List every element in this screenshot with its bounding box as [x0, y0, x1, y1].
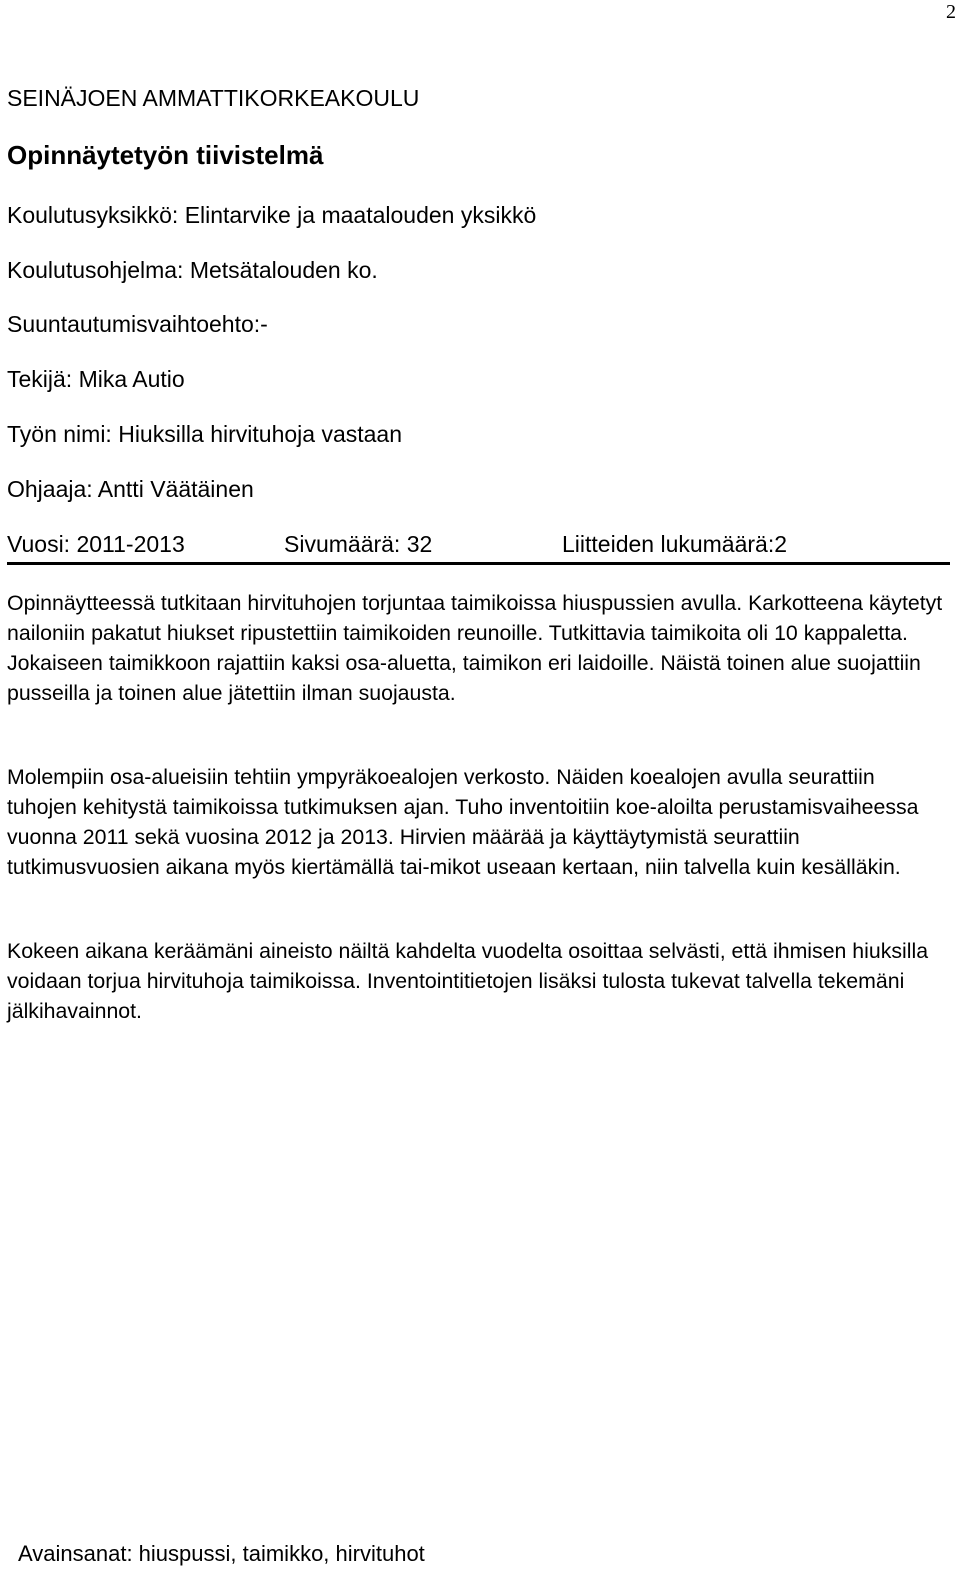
meta-liitteet: Liitteiden lukumäärä:2: [562, 531, 788, 557]
school-name: SEINÄJOEN AMMATTIKORKEAKOULU: [7, 85, 420, 111]
divider-rule: [7, 562, 950, 565]
abstract-paragraph-1: Opinnäytteessä tutkitaan hirvituhojen torjuntaa taimikoissa hiuspussien avulla. Karkotteena käytetyt nailoniin pakatut hiukset ripustettiin taimikoiden reunoille. Tutkittavia taimikoita oli 10 kappaletta. Jokaiseen taimikkoon rajattiin kaksi osa-aluetta, taimikon eri laidoille. Näistä toinen alue suojattiin pusseilla ja toinen alue jätettiin ilman suojausta.: [7, 591, 943, 705]
field-tyon-nimi: Työn nimi: Hiuksilla hirvituhoja vastaan: [7, 421, 403, 447]
keywords: Avainsanat: hiuspussi, taimikko, hirvituhot: [18, 1541, 425, 1566]
field-suuntautumisvaihtoehto: Suuntautumisvaihtoehto:-: [7, 311, 268, 337]
meta-sivumaara: Sivumäärä: 32: [284, 531, 433, 557]
page-title: Opinnäytetyön tiivistelmä: [7, 140, 324, 170]
page-number: 2: [946, 1, 956, 23]
field-tekija: Tekijä: Mika Autio: [7, 366, 185, 392]
meta-vuosi: Vuosi: 2011-2013: [7, 531, 185, 557]
field-koulutusyksikko: Koulutusyksikkö: Elintarvike ja maatalouden yksikkö: [7, 202, 537, 228]
field-ohjaaja: Ohjaaja: Antti Väätäinen: [7, 476, 254, 502]
abstract-paragraph-3: Kokeen aikana keräämäni aineisto näiltä kahdelta vuodelta osoittaa selvästi, että ihmisen hiuksilla voidaan torjua hirvituhoja taimikoissa. Inventointitietojen lisäksi tulosta tukevat talvella tekemäni jälkihavainnot.: [7, 939, 929, 1023]
field-koulutusohjelma: Koulutusohjelma: Metsätalouden ko.: [7, 257, 378, 283]
abstract-paragraph-2: Molempiin osa-alueisiin tehtiin ympyräkoealojen verkosto. Näiden koealojen avulla seurattiin tuhojen kehitystä taimikoissa tutkimuksen ajan. Tuho inventoitiin koe-aloilta perustamisvaiheessa vuonna 2011 sekä vuosina 2012 ja 2013. Hirvien määrää ja käyttäytymistä seurattiin tutkimusvuosien aikana myös kiertämällä tai-mikot useaan kertaan, niin talvella kuin kesälläkin.: [7, 765, 919, 879]
